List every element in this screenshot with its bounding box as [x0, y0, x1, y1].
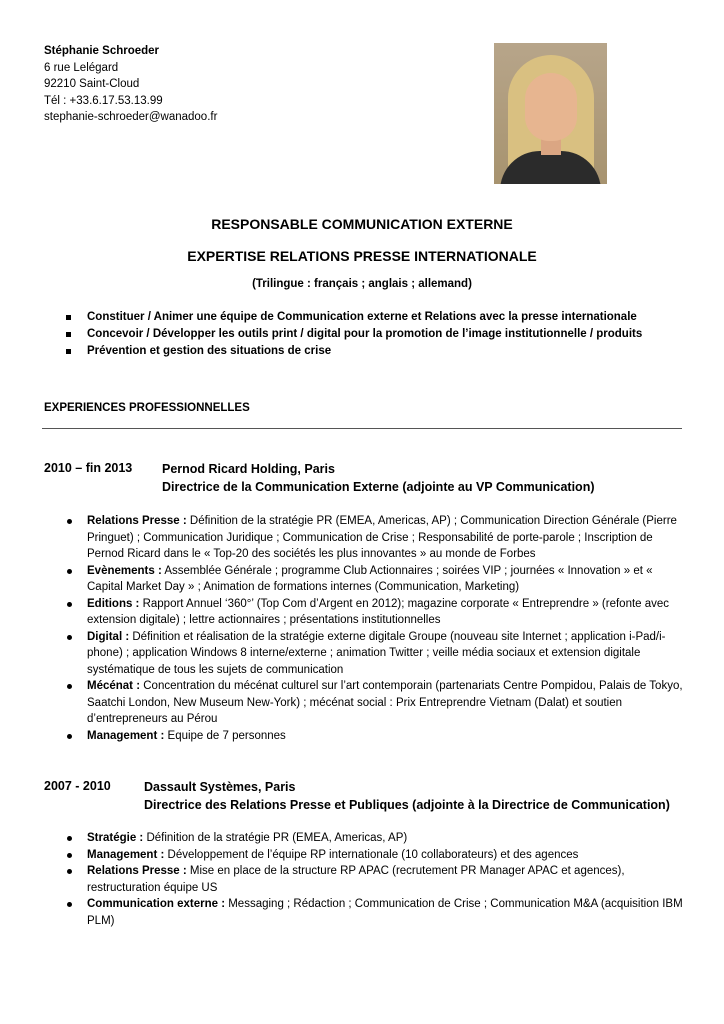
- job-item-text: Concentration du mécénat culturel sur l’art contemporain (partenariats Centre Pompidou, Palais de Tokyo, Saatchi London, New Museum New-York) ; mécénat social : Prix Entreprendre Vietnam (Dalat) et soutien d’entrepreneurs au Pérou: [87, 680, 683, 725]
- job-item-key: Digital :: [87, 630, 130, 643]
- skill-item: Prévention et gestion des situations de crise: [66, 343, 642, 360]
- job-item-key: Editions :: [87, 597, 140, 610]
- headline-languages: (Trilingue : français ; anglais ; allemand): [252, 278, 472, 290]
- headline-subtitle: EXPERTISE RELATIONS PRESSE INTERNATIONALE: [187, 248, 537, 264]
- job-item-key: Management :: [87, 729, 165, 742]
- contact-street: 6 rue Lelégard: [44, 61, 119, 74]
- photo-face-shape: [525, 73, 577, 141]
- contact-city: 92210 Saint-Cloud: [44, 78, 140, 90]
- job-item-text: Définition et réalisation de la stratégie externe digitale Groupe (nouveau site Internet ; application i-Pad/i-phone) ; application Windows 8 interne/externe ; animation Twitter ; veille média sociaux et extension digitale systématique de tous les sujets de communication: [87, 630, 666, 676]
- job-period: 2010 – fin 2013: [44, 461, 133, 475]
- job-item-key: Stratégie :: [87, 832, 144, 844]
- job-company: Pernod Ricard Holding, Paris: [162, 462, 335, 476]
- job-company: Dassault Systèmes, Paris: [144, 780, 296, 794]
- job-header: [162, 460, 595, 496]
- job-item-key: Relations Presse :: [87, 515, 187, 527]
- job-item: [66, 896, 686, 929]
- job-items: [66, 830, 686, 929]
- section-divider: [42, 428, 682, 429]
- job-item-text: Mise en place de la structure RP APAC (recrutement PR Manager APAC et agences), restructuration équipe US: [87, 865, 625, 894]
- job-item: [66, 513, 686, 563]
- section-title: EXPERIENCES PROFESSIONNELLES: [44, 402, 250, 414]
- job-item-key: Relations Presse :: [87, 865, 187, 877]
- job-item-key: Mécénat :: [87, 680, 141, 692]
- job-item-text: Développement de l’équipe RP internationale (10 collaborateurs) et des agences: [164, 848, 579, 861]
- job-item-key: Management :: [87, 848, 165, 861]
- job-period: 2007 - 2010: [44, 779, 111, 793]
- job-role: Directrice de la Communication Externe (adjointe au VP Communication): [162, 480, 595, 494]
- job-item-text: Rapport Annuel ‘360°’ (Top Com d’Argent en 2012); magazine corporate « Entreprendre » (refonte avec extension digitale) ; lettre actionnaires ; présentations institutionnelles: [87, 597, 670, 626]
- job-item: [66, 596, 686, 629]
- contact-block: [44, 43, 217, 126]
- job-item: [66, 863, 686, 896]
- contact-email: stephanie-schroeder@wanadoo.fr: [44, 111, 218, 123]
- job-item-text: Messaging ; Rédaction ; Communication de Crise ; Communication M&A (acquisition IBM PLM): [87, 898, 683, 927]
- job-item: [66, 847, 686, 864]
- job-item: [66, 563, 686, 596]
- job-items: [66, 513, 686, 744]
- job-header: [144, 778, 670, 814]
- job-item-key: Evènements :: [87, 564, 162, 577]
- job-item-text: Assemblée Générale ; programme Club Actionnaires ; soirées VIP ; journées « Innovation » et « Capital Market Day » ; Animation de formations internes (Communication, Marketing): [87, 564, 653, 593]
- skill-item: Concevoir / Développer les outils print / digital pour la promotion de l’image institutionnelle / produits: [66, 326, 642, 343]
- job-item-text: Définition de la stratégie PR (EMEA, Americas, AP): [143, 832, 408, 844]
- job-item-text: Equipe de 7 personnes: [164, 729, 286, 742]
- skill-item: Constituer / Animer une équipe de Communication externe et Relations avec la presse internationale: [66, 309, 642, 326]
- contact-phone: Tél : +33.6.17.53.13.99: [44, 94, 163, 107]
- contact-name: Stéphanie Schroeder: [44, 45, 160, 57]
- job-item-text: Définition de la stratégie PR (EMEA, Americas, AP) ; Communication Direction Générale (Pierre Pringuet) ; Communication Juridique ; Communication de Crise ; Responsabilité de porte-parole ; Inscription de Pernod Ricard dans le « Top-20 des sociétés les plus innovantes » au monde de Forbes: [87, 515, 677, 560]
- job-item: [66, 728, 686, 745]
- job-item: [66, 678, 686, 728]
- headline-title: RESPONSABLE COMMUNICATION EXTERNE: [211, 216, 513, 232]
- job-role: Directrice des Relations Presse et Publiques (adjointe à la Directrice de Communication): [144, 798, 670, 812]
- job-item: [66, 830, 686, 847]
- profile-photo: [494, 43, 607, 184]
- job-item: [66, 629, 686, 679]
- skills-list: [66, 309, 642, 360]
- job-item-key: Communication externe :: [87, 898, 226, 910]
